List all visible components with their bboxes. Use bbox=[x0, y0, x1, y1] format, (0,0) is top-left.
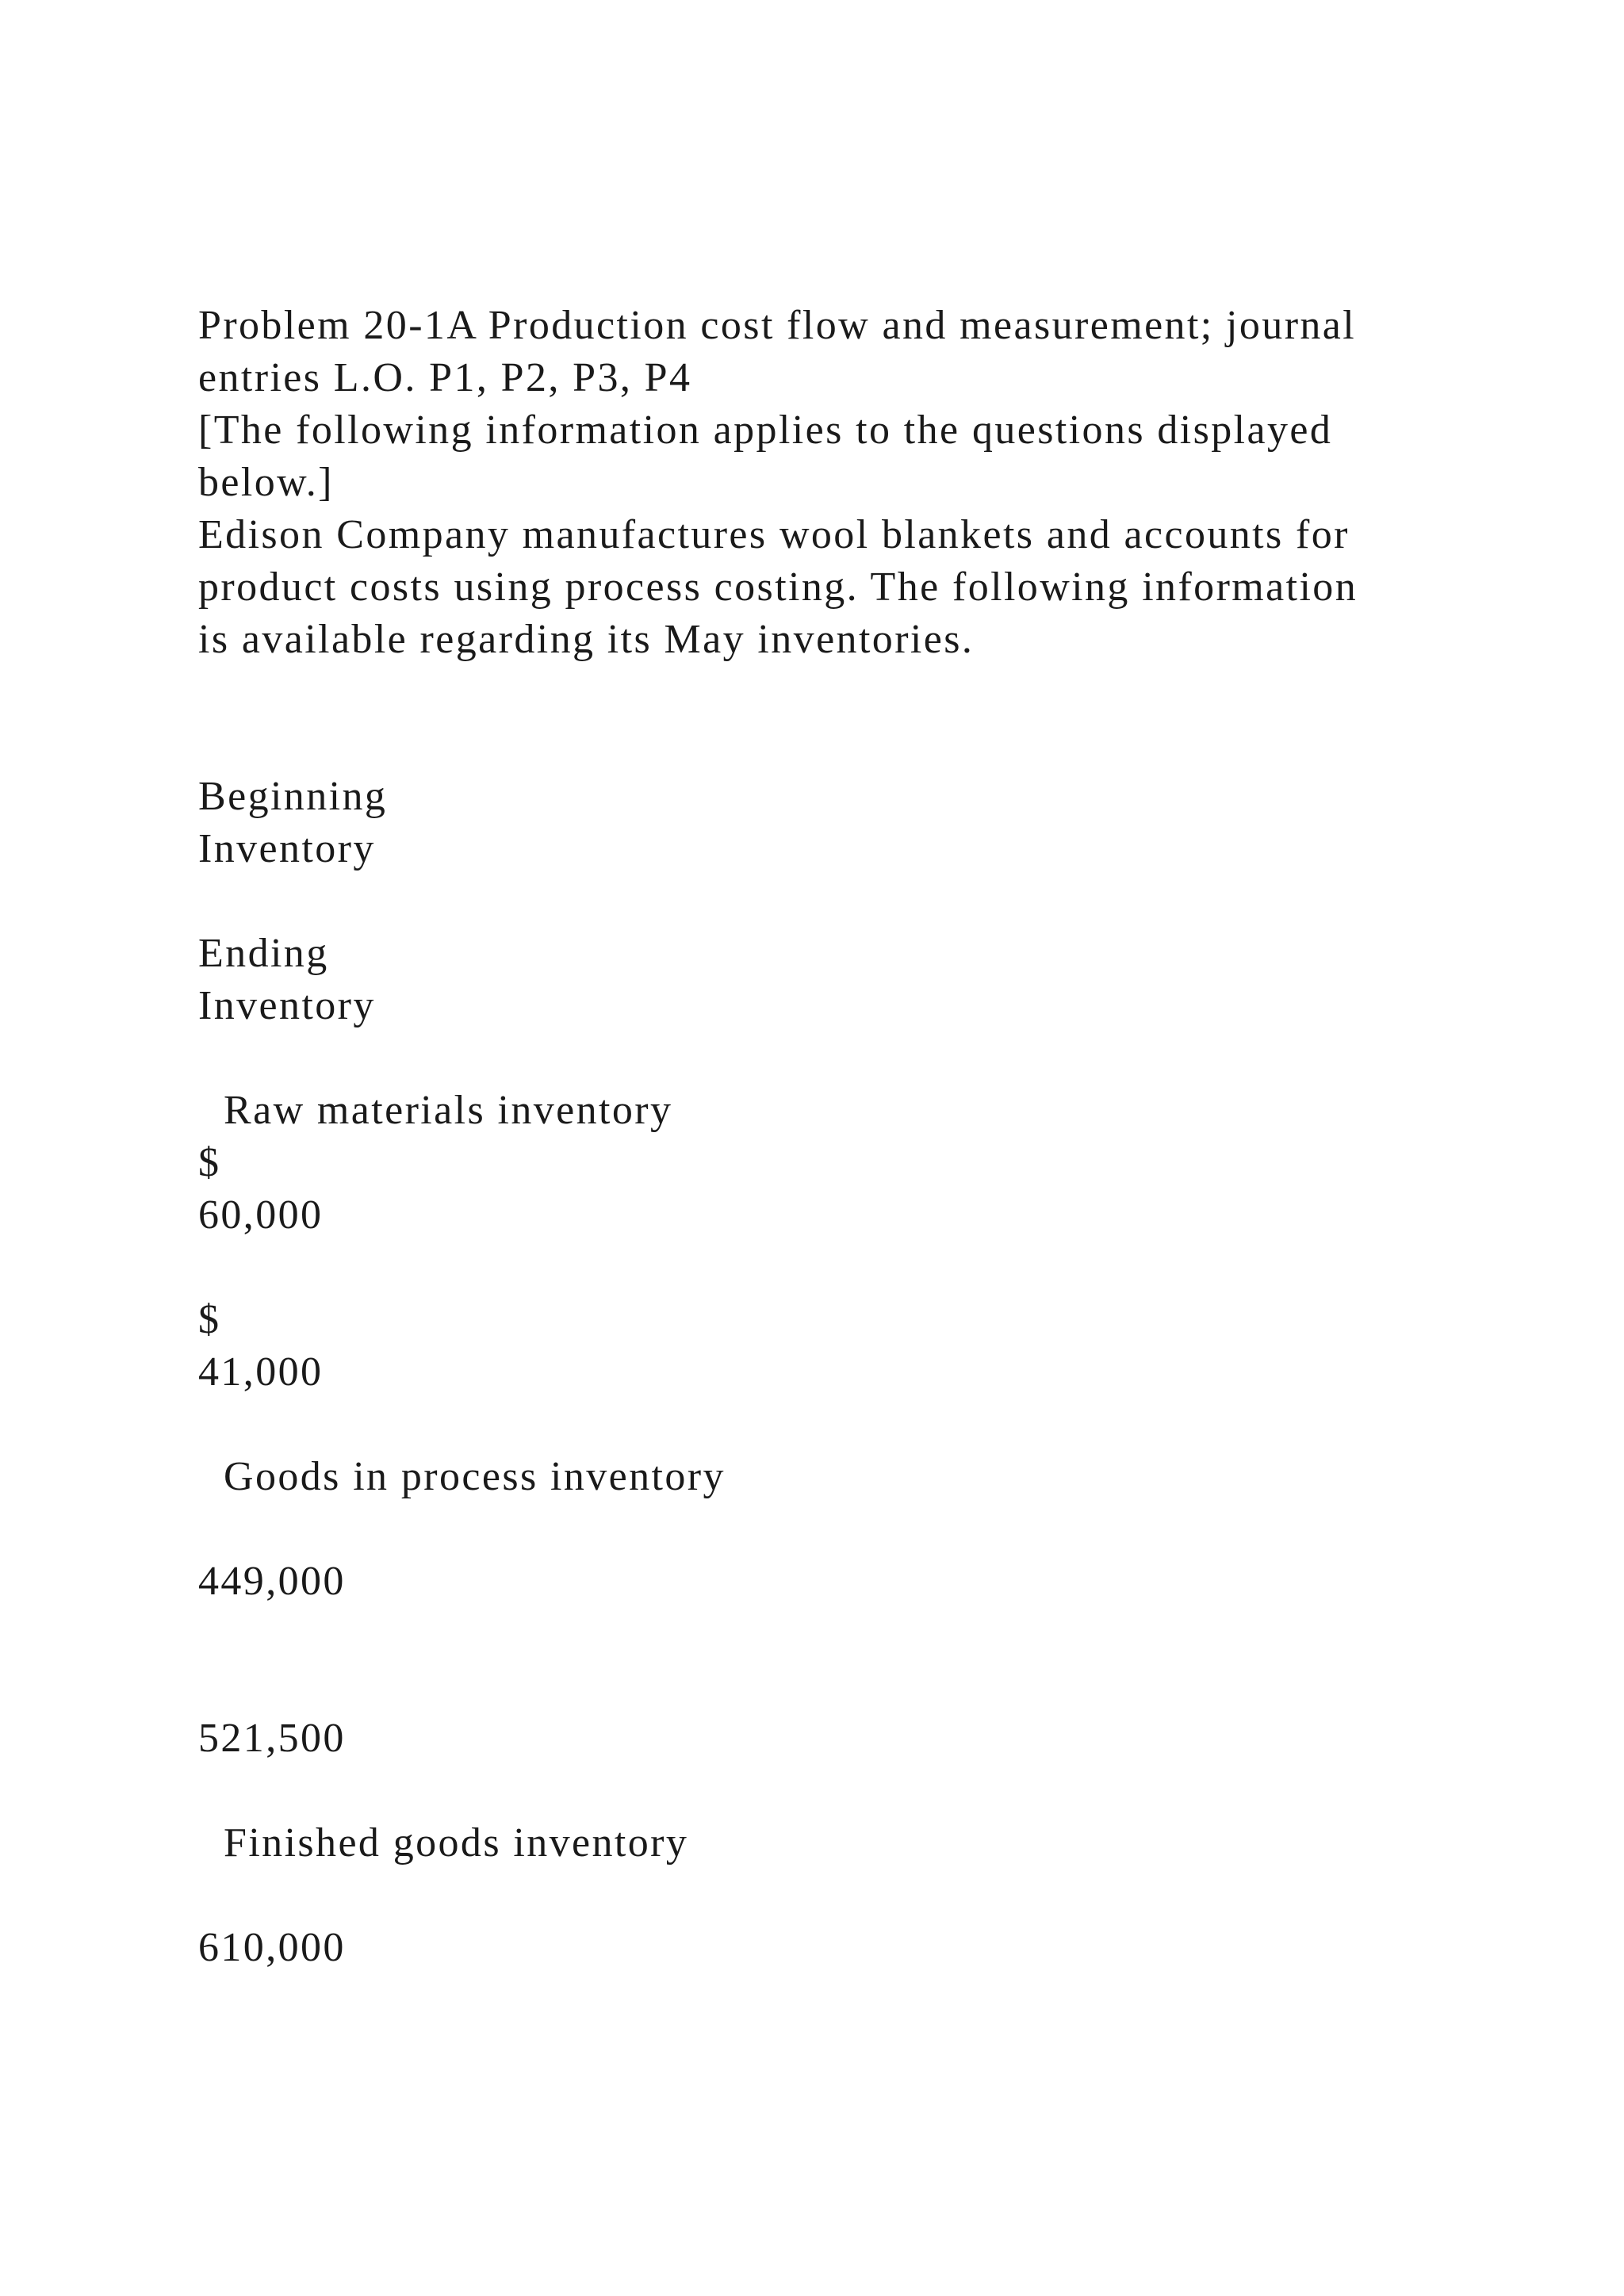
raw-materials-ending-value: 41,000 bbox=[198, 1349, 324, 1395]
description-line-3: is available regarding its May inventories. bbox=[198, 617, 975, 662]
raw-materials-ending-symbol: $ bbox=[198, 1297, 221, 1342]
description-line-1: Edison Company manufactures wool blankets and accounts for bbox=[198, 512, 1350, 557]
header-beginning-line-1: Beginning bbox=[198, 774, 388, 819]
instruction-line-2: below.] bbox=[198, 460, 334, 505]
raw-materials-beginning-symbol: $ bbox=[198, 1140, 221, 1185]
problem-title-line-2: entries L.O. P1, P2, P3, P4 bbox=[198, 355, 692, 400]
header-ending-line-2: Inventory bbox=[198, 983, 376, 1028]
row-label-raw-materials: Raw materials inventory bbox=[224, 1088, 673, 1133]
finished-goods-beginning-value: 610,000 bbox=[198, 1925, 346, 1970]
row-label-goods-in-process: Goods in process inventory bbox=[224, 1454, 726, 1499]
description-line-2: product costs using process costing. The following information bbox=[198, 564, 1358, 610]
problem-title-line-1: Problem 20-1A Production cost flow and measurement; journal bbox=[198, 303, 1357, 348]
header-beginning-line-2: Inventory bbox=[198, 826, 376, 871]
goods-in-process-ending-value: 521,500 bbox=[198, 1716, 346, 1761]
raw-materials-beginning-value: 60,000 bbox=[198, 1192, 324, 1238]
goods-in-process-beginning-value: 449,000 bbox=[198, 1559, 346, 1604]
header-ending-line-1: Ending bbox=[198, 931, 329, 976]
instruction-line-1: [The following information applies to the questions displayed bbox=[198, 408, 1333, 453]
row-label-finished-goods: Finished goods inventory bbox=[224, 1820, 689, 1866]
